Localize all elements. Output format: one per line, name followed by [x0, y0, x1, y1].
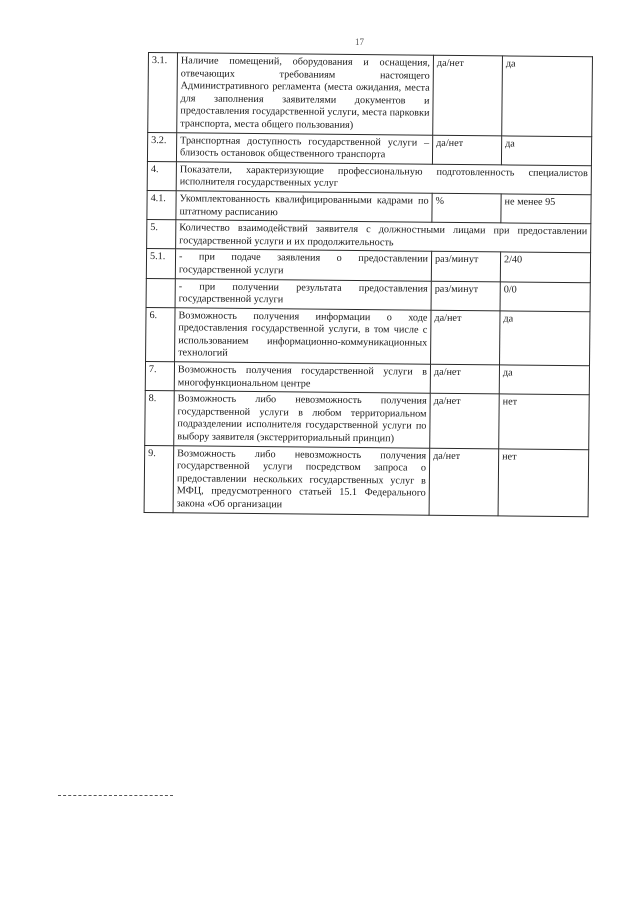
row-description: Транспортная доступность государственной услуги – близость остановок общественного транспорта: [176, 132, 432, 164]
row-description: Возможность получения государственной услуги в многофункциональном центре: [174, 362, 430, 394]
table-body: [144, 53, 592, 517]
row-value: не менее 95: [501, 194, 591, 224]
table-row: [146, 307, 591, 366]
row-description: - при подаче заявления о предоставлении государственной услуги: [175, 249, 431, 281]
row-number: 4.1.: [147, 190, 176, 219]
row-value: да: [499, 365, 589, 395]
table-row: [147, 190, 591, 223]
row-number: [146, 278, 175, 307]
row-number: 4.: [147, 161, 176, 190]
row-number: 3.1.: [148, 53, 178, 133]
row-description: - при получении результата предоставления государственной услуги: [175, 278, 431, 310]
row-description: Возможность либо невозможность получения государственной услуги в любом территориальном подразделении исполнителя государственной услуги по выбору заявителя (экстерриториальный принцип): [174, 391, 431, 448]
row-description: Количество взаимодействий заявителя с должностными лицами при предоставлении государственной услуги и их продолжительность: [176, 220, 591, 253]
row-unit: да/нет: [431, 310, 501, 365]
row-number: 6.: [146, 307, 176, 362]
row-description: Укомплектованность квалифицированными кадрами по штатному расписанию: [176, 191, 432, 223]
row-number: 5.1.: [146, 249, 175, 278]
row-number: 8.: [145, 391, 175, 446]
table-row: [147, 161, 591, 194]
row-unit: раз/минут: [431, 252, 500, 282]
row-number: 7.: [145, 362, 174, 391]
row-unit: да/нет: [433, 55, 503, 135]
table-row: [147, 220, 591, 253]
table-row: [146, 278, 590, 311]
table-row: [147, 132, 591, 165]
page-number: 17: [355, 37, 364, 47]
table-row: [148, 53, 593, 137]
row-unit: да/нет: [429, 448, 499, 516]
row-value: нет: [499, 394, 590, 449]
row-unit: да/нет: [430, 393, 500, 448]
row-unit: %: [432, 193, 501, 223]
row-number: 5.: [147, 220, 176, 249]
footer-divider: [58, 795, 173, 796]
row-description: Возможность получения информации о ходе предоставления государственной услуги, в том числе с использованием информационно-коммуникационных технологий: [175, 307, 432, 364]
row-number: 3.2.: [147, 132, 176, 161]
document-sheet: [144, 52, 588, 517]
row-value: да: [502, 56, 593, 136]
row-number: 9.: [144, 445, 174, 512]
row-value: 0/0: [500, 281, 590, 311]
row-value: да: [501, 135, 591, 165]
row-value: 2/40: [500, 252, 590, 282]
table-row: [144, 445, 589, 516]
row-description: Возможность либо невозможность получения государственной услуги посредством запроса о предоставлении нескольких государственных услуг в МФЦ, предусмотренного статьей 15.1 Федерального закона «Об организации: [173, 445, 430, 514]
table-row: [145, 391, 590, 450]
quality-indicators-table: [144, 52, 593, 517]
row-description: Показатели, характеризующие профессиональную подготовленность специалистов исполнителя государственных услуг: [176, 162, 591, 195]
row-unit: да/нет: [430, 364, 499, 394]
row-value: да: [500, 311, 591, 366]
row-description: Наличие помещений, оборудования и оснащения, отвечающих требованиям настоящего Административного регламента (места ожидания, места для заполнения заявителями документов и предоставления государственной услуги, места парковки транспорта, места общего пользования): [177, 53, 434, 135]
row-unit: раз/минут: [431, 281, 500, 311]
table-row: [146, 249, 590, 282]
table-row: [145, 362, 589, 395]
row-unit: да/нет: [432, 135, 501, 165]
row-value: нет: [498, 449, 589, 517]
